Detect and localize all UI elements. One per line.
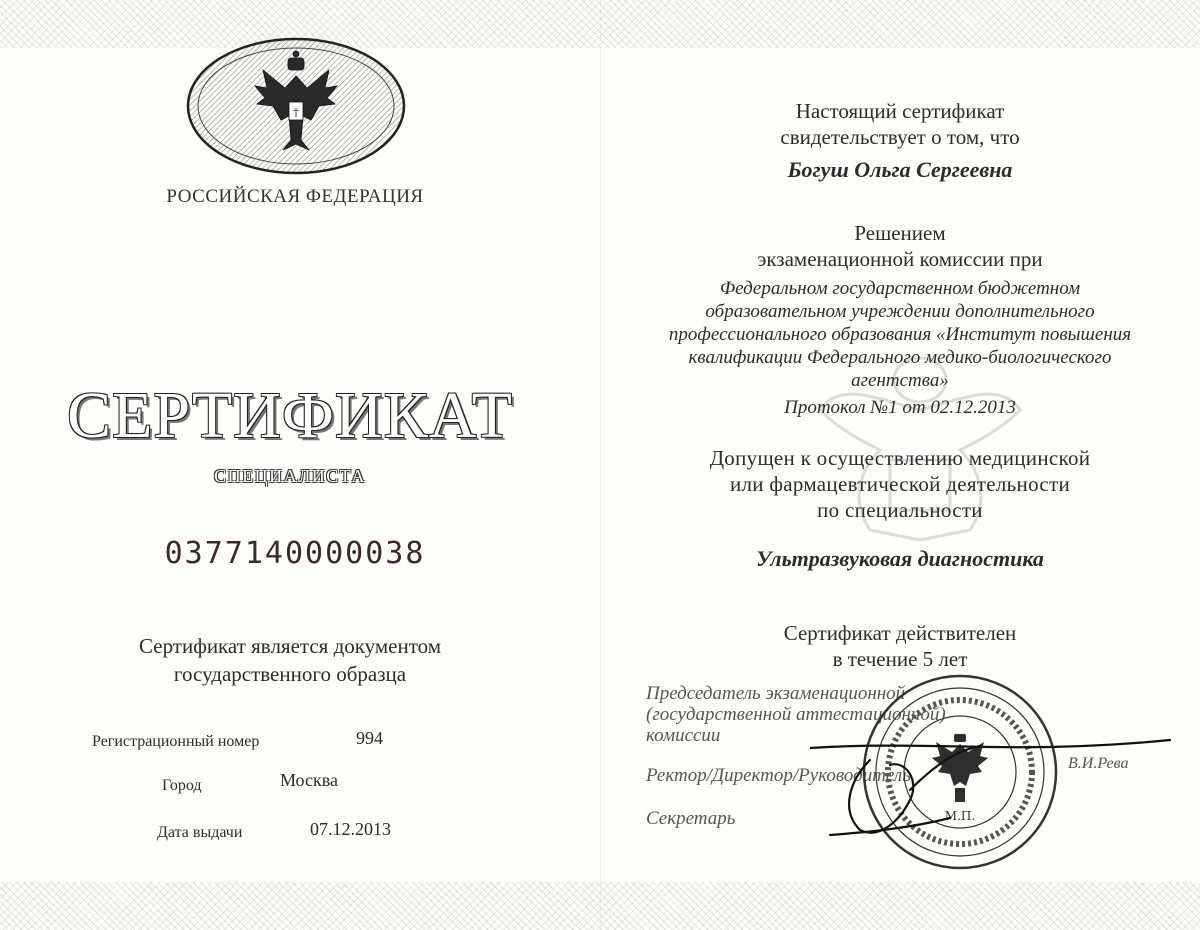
org-line4: квалификации Федерального медико-биологического: [688, 347, 1112, 368]
admit-line1: Допущен к осуществлению медицинской: [709, 446, 1091, 470]
chair-line1: Председатель экзаменационной: [646, 683, 906, 704]
page-fold: [600, 0, 601, 930]
org-line2: образовательном учреждении дополнительного: [705, 301, 1095, 322]
state-doc-line2: государственного образца: [173, 662, 407, 686]
validity-line2: в течение 5 лет: [832, 647, 968, 671]
admit-line3: по специальности: [817, 498, 983, 522]
rector-name: В.И.Рева: [1068, 755, 1129, 772]
decision-line1: Решением: [854, 221, 946, 245]
secretary-label: Секретарь: [646, 808, 736, 829]
certificate-subtitle: СПЕЦИАЛИСТА: [214, 466, 366, 486]
intro-text: [640, 98, 1160, 150]
issue-date-label: Дата выдачи: [157, 824, 243, 841]
chair-line3: комиссии: [646, 725, 721, 746]
seal-initials: М.П.: [944, 809, 976, 823]
city-value: Москва: [280, 770, 338, 790]
org-line3: профессионального образования «Институт повышения: [668, 324, 1132, 345]
decision-text: [640, 220, 1160, 272]
rector-label: Ректор/Директор/Руководитель: [646, 765, 911, 786]
intro-line1: Настоящий сертификат: [795, 99, 1005, 123]
city-label: Город: [162, 777, 202, 794]
decision-line2: экзаменационной комиссии при: [757, 247, 1043, 271]
organization-text: [640, 277, 1160, 392]
svg-text:†: †: [293, 106, 299, 119]
certificate-number: 0377140000038: [164, 536, 426, 571]
intro-line2: свидетельствует о том, что: [780, 125, 1020, 149]
registration-label: Регистрационный номер: [92, 733, 260, 750]
state-doc-line1: Сертификат является документом: [138, 634, 442, 658]
validity-text: [640, 620, 1160, 672]
certificate-title: СЕРТИФИКАТ: [67, 379, 513, 452]
admission-text: [640, 445, 1160, 523]
registration-value: 994: [356, 728, 383, 748]
signature-icon: [810, 720, 1190, 860]
chair-line2: (государственной аттестационной): [646, 704, 946, 725]
specialty-name: Ультразвуковая диагностика: [756, 546, 1044, 571]
issue-date-value: 07.12.2013: [310, 819, 391, 839]
org-line5: агентства»: [851, 370, 949, 391]
org-line1: Федеральном государственном бюджетном: [719, 278, 1081, 299]
validity-line1: Сертификат действителен: [783, 621, 1017, 645]
emblem-icon: [185, 36, 407, 176]
country-name: РОССИЙСКАЯ ФЕДЕРАЦИЯ: [166, 186, 424, 207]
admit-line2: или фармацевтической деятельности: [729, 472, 1071, 496]
state-document-note: [60, 632, 520, 688]
protocol-text: Протокол №1 от 02.12.2013: [784, 397, 1016, 418]
holder-name: Богуш Ольга Сергеевна: [787, 157, 1013, 182]
